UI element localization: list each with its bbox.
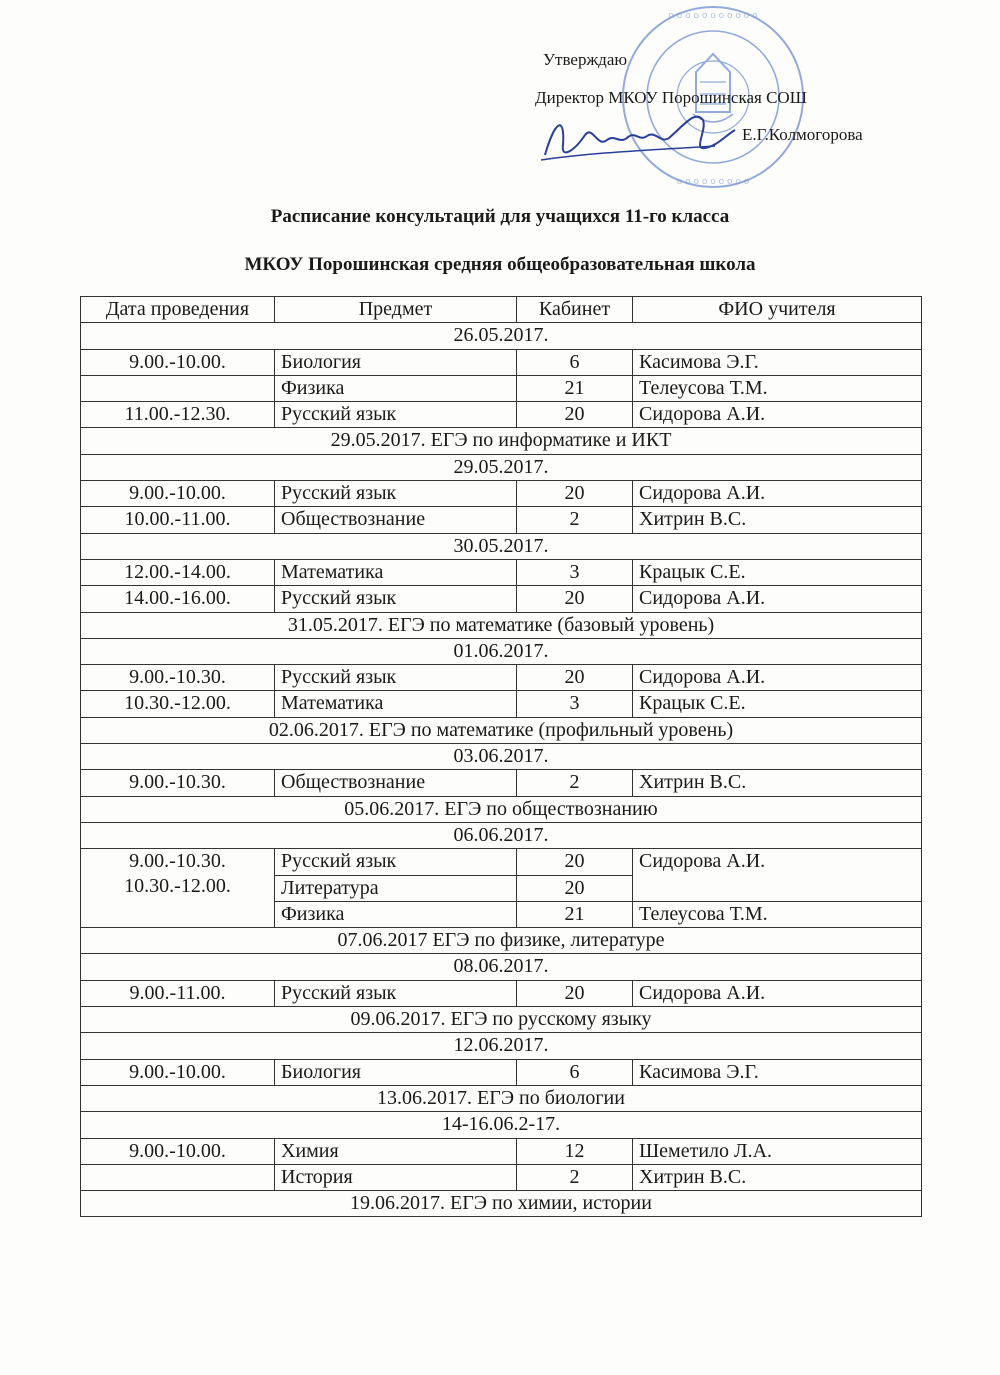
teacher-cell: Сидорова А.И. (633, 586, 922, 612)
room-cell: 12 (517, 1138, 633, 1164)
subject-cell: Русский язык (275, 849, 517, 875)
subject-cell: Обществознание (275, 507, 517, 533)
room-cell: 2 (517, 770, 633, 796)
time-cell (81, 849, 275, 928)
table-row (81, 665, 922, 691)
svg-text:о о о о о о о о о о о: о о о о о о о о о о о (668, 11, 758, 21)
schedule-table (80, 296, 922, 1217)
teacher-cell: Крацык С.Е. (633, 691, 922, 717)
table-row-heading (81, 796, 922, 822)
subject-cell: Химия (275, 1138, 517, 1164)
time-cell (81, 375, 275, 401)
teacher-cell: Касимова Э.Г. (633, 1059, 922, 1085)
date-heading-cell: 02.06.2017. ЕГЭ по математике (профильный уровень) (81, 717, 922, 743)
subject-cell: Русский язык (275, 980, 517, 1006)
date-heading-cell: 06.06.2017. (81, 822, 922, 848)
table-row-heading (81, 1191, 922, 1217)
subject-cell: Литература (275, 875, 517, 901)
table-row (81, 586, 922, 612)
schedule-body (81, 323, 922, 1217)
room-cell: 6 (517, 1059, 633, 1085)
subject-cell: Обществознание (275, 770, 517, 796)
date-heading-cell: 31.05.2017. ЕГЭ по математике (базовый уровень) (81, 612, 922, 638)
table-header-row (81, 297, 922, 323)
table-row-heading (81, 638, 922, 664)
room-cell: 21 (517, 375, 633, 401)
column-header-date: Дата проведения (81, 297, 275, 323)
approval-block (0, 0, 1000, 200)
room-cell: 20 (517, 481, 633, 507)
table-row-heading (81, 744, 922, 770)
column-header-room: Кабинет (517, 297, 633, 323)
table-row (81, 1164, 922, 1190)
director-signature (535, 100, 745, 180)
table-row (81, 481, 922, 507)
table-row-heading (81, 323, 922, 349)
table-row (81, 402, 922, 428)
table-row (81, 349, 922, 375)
room-cell: 20 (517, 849, 633, 875)
date-heading-cell: 05.06.2017. ЕГЭ по обществознанию (81, 796, 922, 822)
room-cell: 20 (517, 402, 633, 428)
teacher-cell: Сидорова А.И. (633, 665, 922, 691)
table-row-heading (81, 1085, 922, 1111)
subject-cell: Биология (275, 349, 517, 375)
table-row-heading (81, 612, 922, 638)
time-cell: 9.00.-10.00. (81, 1138, 275, 1164)
table-row-heading (81, 954, 922, 980)
teacher-cell: Хитрин В.С. (633, 1164, 922, 1190)
room-cell: 2 (517, 1164, 633, 1190)
table-row (81, 691, 922, 717)
document-title: Расписание консультаций для учащихся 11-го класса (270, 206, 730, 227)
subject-cell: Математика (275, 691, 517, 717)
table-row (81, 559, 922, 585)
table-row-heading (81, 822, 922, 848)
date-heading-cell: 29.05.2017. ЕГЭ по информатике и ИКТ (81, 428, 922, 454)
date-heading-cell: 14-16.06.2-17. (81, 1112, 922, 1138)
table-row-heading (81, 454, 922, 480)
date-heading-cell: 09.06.2017. ЕГЭ по русскому языку (81, 1007, 922, 1033)
table-row (81, 849, 922, 875)
approval-position: Директор МКОУ Порошинская СОШ (535, 88, 807, 107)
subject-cell: Физика (275, 375, 517, 401)
table-row (81, 980, 922, 1006)
time-cell: 9.00.-10.00. (81, 481, 275, 507)
teacher-cell: Хитрин В.С. (633, 507, 922, 533)
date-heading-cell: 26.05.2017. (81, 323, 922, 349)
time-cell: 9.00.-11.00. (81, 980, 275, 1006)
table-row (81, 1138, 922, 1164)
time-cell: 10.30.-12.00. (81, 691, 275, 717)
room-cell: 6 (517, 349, 633, 375)
subject-cell: Русский язык (275, 665, 517, 691)
room-cell: 20 (517, 875, 633, 901)
table-row (81, 507, 922, 533)
column-header-teacher: ФИО учителя (633, 297, 922, 323)
time-line: 9.00.-10.30. (129, 850, 226, 873)
teacher-cell: Телеусова Т.М. (633, 901, 922, 927)
table-row-heading (81, 1033, 922, 1059)
subject-cell: Русский язык (275, 402, 517, 428)
subject-cell: Математика (275, 559, 517, 585)
table-row-heading (81, 428, 922, 454)
date-heading-cell: 01.06.2017. (81, 638, 922, 664)
room-cell: 20 (517, 586, 633, 612)
date-heading-cell: 19.06.2017. ЕГЭ по химии, истории (81, 1191, 922, 1217)
room-cell: 3 (517, 691, 633, 717)
table-row (81, 770, 922, 796)
table-row-heading (81, 717, 922, 743)
table-row-heading (81, 1007, 922, 1033)
table-row-heading (81, 533, 922, 559)
table-row (81, 1059, 922, 1085)
subject-cell: Русский язык (275, 481, 517, 507)
teacher-cell: Крацык С.Е. (633, 559, 922, 585)
time-cell: 9.00.-10.00. (81, 1059, 275, 1085)
svg-text:о о о о о о о о о: о о о о о о о о о (676, 177, 750, 187)
table-row-heading (81, 1112, 922, 1138)
table-row (81, 375, 922, 401)
teacher-cell: Хитрин В.С. (633, 770, 922, 796)
teacher-cell: Касимова Э.Г. (633, 349, 922, 375)
teacher-cell: Сидорова А.И. (633, 980, 922, 1006)
teacher-cell: Сидорова А.И. (633, 849, 922, 902)
date-heading-cell: 13.06.2017. ЕГЭ по биологии (81, 1085, 922, 1111)
room-cell: 2 (517, 507, 633, 533)
table-row-heading (81, 928, 922, 954)
time-cell: 12.00.-14.00. (81, 559, 275, 585)
date-heading-cell: 08.06.2017. (81, 954, 922, 980)
teacher-cell: Сидорова А.И. (633, 481, 922, 507)
approval-title: Утверждаю (543, 50, 628, 69)
subject-cell: История (275, 1164, 517, 1190)
date-heading-cell: 29.05.2017. (81, 454, 922, 480)
subject-cell: Физика (275, 901, 517, 927)
time-cell: 11.00.-12.30. (81, 402, 275, 428)
teacher-cell: Шеметило Л.А. (633, 1138, 922, 1164)
date-heading-cell: 03.06.2017. (81, 744, 922, 770)
approval-name: Е.Г.Колмогорова (742, 125, 863, 144)
room-cell: 20 (517, 665, 633, 691)
time-cell: 9.00.-10.30. (81, 665, 275, 691)
room-cell: 21 (517, 901, 633, 927)
teacher-cell: Сидорова А.И. (633, 402, 922, 428)
date-heading-cell: 07.06.2017 ЕГЭ по физике, литературе (81, 928, 922, 954)
subject-cell: Биология (275, 1059, 517, 1085)
time-line: 10.30.-12.00. (124, 875, 231, 898)
time-cell: 14.00.-16.00. (81, 586, 275, 612)
date-heading-cell: 12.06.2017. (81, 1033, 922, 1059)
time-cell: 9.00.-10.00. (81, 349, 275, 375)
time-cell: 10.00.-11.00. (81, 507, 275, 533)
room-cell: 20 (517, 980, 633, 1006)
teacher-cell: Телеусова Т.М. (633, 375, 922, 401)
time-cell (81, 1164, 275, 1190)
time-cell: 9.00.-10.30. (81, 770, 275, 796)
subject-cell: Русский язык (275, 586, 517, 612)
room-cell: 3 (517, 559, 633, 585)
date-heading-cell: 30.05.2017. (81, 533, 922, 559)
column-header-subject: Предмет (275, 297, 517, 323)
school-name: МКОУ Порошинская средняя общеобразовательная школа (244, 254, 756, 275)
